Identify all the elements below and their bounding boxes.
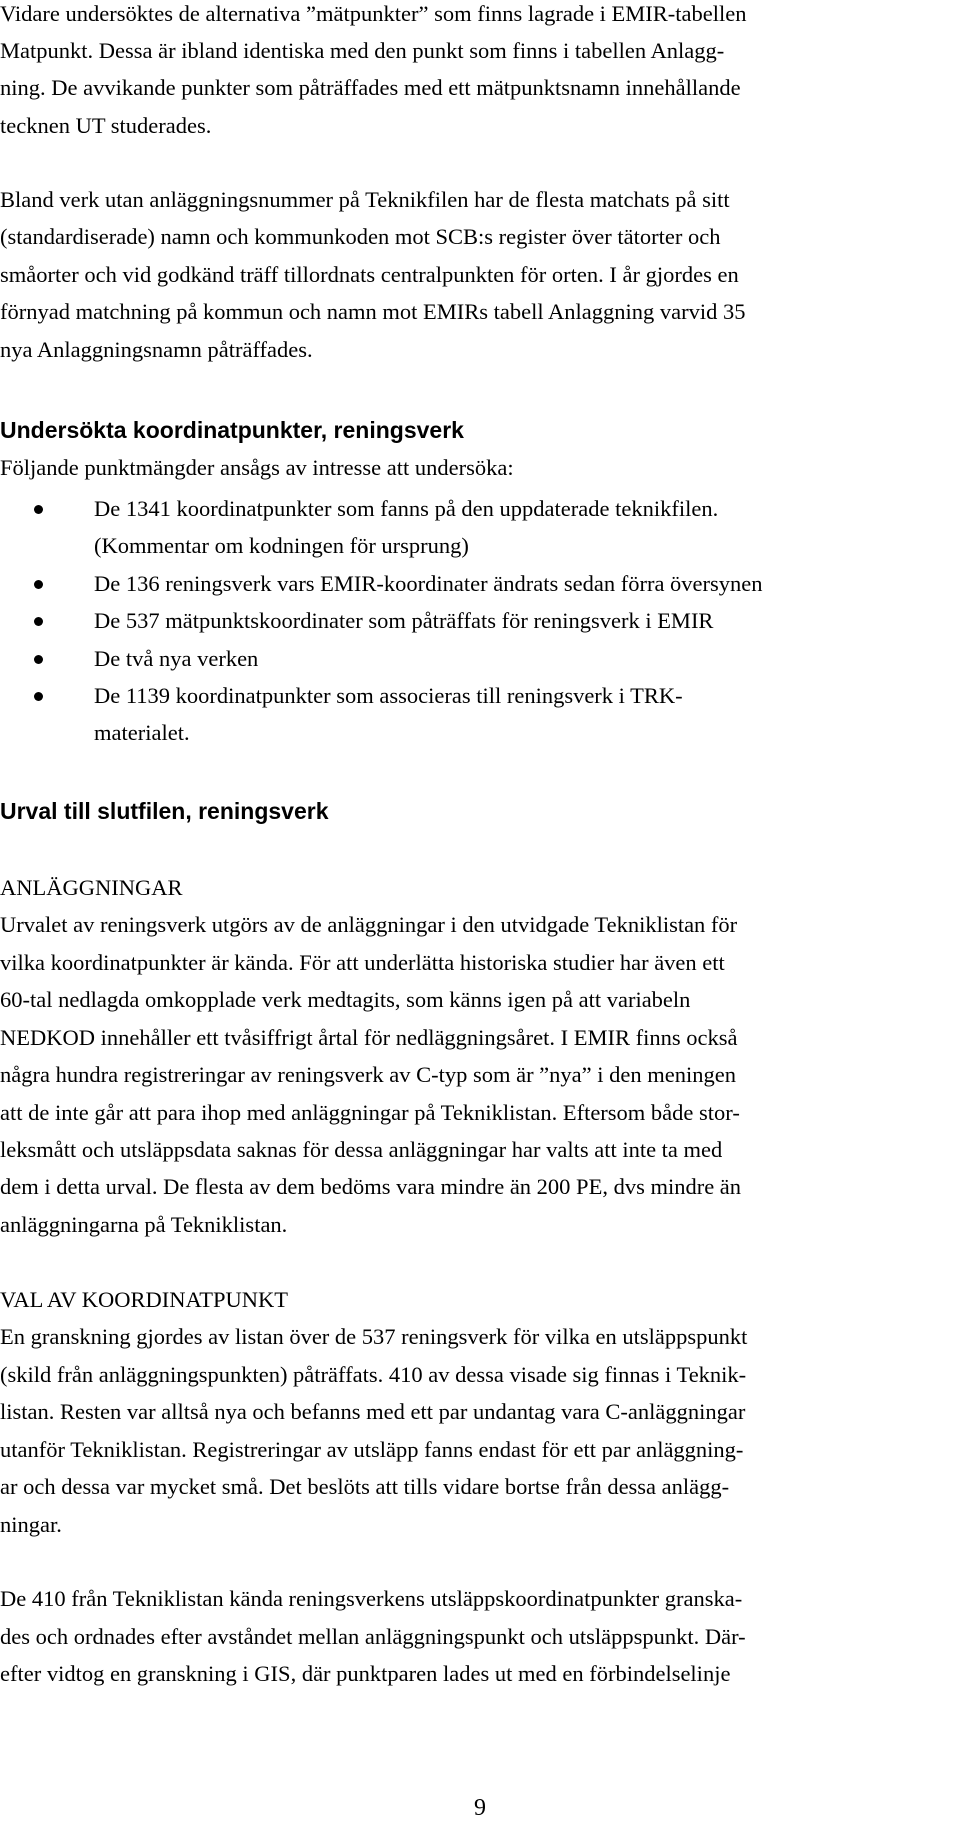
paragraph-line: utanför Tekniklistan. Registreringar av utsläpp fanns endast för ett par anläggning- <box>0 1437 744 1462</box>
subheading: VAL AV KOORDINATPUNKT <box>0 1287 288 1312</box>
paragraph-line: anläggningarna på Tekniklistan. <box>0 1212 288 1237</box>
paragraph-line: des och ordnades efter avståndet mellan anläggningspunkt och utsläppspunkt. Där- <box>0 1624 746 1649</box>
list-intro: Följande punktmängder ansågs av intresse att undersöka: <box>0 455 514 480</box>
paragraph-line: leksmått och utsläppsdata saknas för dessa anläggningar har valts att inte ta med <box>0 1137 723 1162</box>
paragraph-line: några hundra registreringar av reningsverk av C-typ som är ”nya” i den meningen <box>0 1062 736 1087</box>
list-item: De 1341 koordinatpunkter som fanns på den uppdaterade teknikfilen. <box>94 496 719 521</box>
list-item: (Kommentar om kodningen för ursprung) <box>94 533 469 558</box>
paragraph-line: En granskning gjordes av listan över de 537 reningsverk för vilka en utsläppspunkt <box>0 1324 748 1349</box>
paragraph-line: Urvalet av reningsverk utgörs av de anläggningar i den utvidgade Tekniklistan för <box>0 912 738 937</box>
list-item: De 1139 koordinatpunkter som associeras till reningsverk i TRK- <box>94 683 683 708</box>
paragraph-line: De 410 från Tekniklistan kända reningsverkens utsläppskoordinatpunkter granska- <box>0 1586 743 1611</box>
list-item: De 537 mätpunktskoordinater som påträffats för reningsverk i EMIR <box>94 608 714 633</box>
paragraph-line: (standardiserade) namn och kommunkoden mot SCB:s register över tätorter och <box>0 224 721 249</box>
bullet-icon <box>34 692 43 701</box>
paragraph-line: förnyad matchning på kommun och namn mot EMIRs tabell Anlaggning varvid 35 <box>0 299 746 324</box>
intro-line: ning. De avvikande punkter som påträffades med ett mätpunktsnamn innehållande <box>0 75 741 100</box>
bullet-icon <box>34 617 43 626</box>
paragraph-line: 60-tal nedlagda omkopplade verk medtagits, som känns igen på att variabeln <box>0 987 691 1012</box>
paragraph-line: efter vidtog en granskning i GIS, där punktparen lades ut med en förbindelselinje <box>0 1661 731 1686</box>
paragraph-line: nya Anlaggningsnamn påträffades. <box>0 337 313 362</box>
section-heading: Undersökta koordinatpunkter, reningsverk <box>0 417 464 443</box>
paragraph-line: vilka koordinatpunkter är kända. För att underlätta historiska studier har även ett <box>0 950 725 975</box>
intro-line: Vidare undersöktes de alternativa ”mätpunkter” som finns lagrade i EMIR-tabellen <box>0 1 747 26</box>
bullet-icon <box>34 655 43 664</box>
paragraph-line: ar och dessa var mycket små. Det beslöts att tills vidare bortse från dessa anlägg- <box>0 1474 730 1499</box>
paragraph-line: dem i detta urval. De flesta av dem bedöms vara mindre än 200 PE, dvs mindre än <box>0 1174 742 1199</box>
paragraph-line: listan. Resten var alltså nya och befanns med ett par undantag vara C-anläggningar <box>0 1399 746 1424</box>
list-item: materialet. <box>94 720 190 745</box>
subheading: ANLÄGGNINGAR <box>0 875 183 900</box>
paragraph-line: NEDKOD innehåller ett tvåsiffrigt årtal för nedläggningsåret. I EMIR finns också <box>0 1025 738 1050</box>
paragraph-line: småorter och vid godkänd träff tillordnats centralpunkten för orten. I år gjordes en <box>0 262 739 287</box>
intro-line: tecknen UT studerades. <box>0 113 212 138</box>
list-item: De 136 reningsverk vars EMIR-koordinater ändrats sedan förra översynen <box>94 571 763 596</box>
paragraph-line: att de inte går att para ihop med anläggningar på Tekniklistan. Eftersom både stor- <box>0 1100 740 1125</box>
paragraph-line: ningar. <box>0 1512 62 1537</box>
bullet-icon <box>34 505 43 514</box>
list-item: De två nya verken <box>94 646 259 671</box>
intro-line: Matpunkt. Dessa är ibland identiska med den punkt som finns i tabellen Anlagg- <box>0 38 725 63</box>
paragraph-line: (skild från anläggningspunkten) påträffats. 410 av dessa visade sig finnas i Teknik- <box>0 1362 747 1387</box>
paragraph-line: Bland verk utan anläggningsnummer på Teknikfilen har de flesta matchats på sitt <box>0 187 730 212</box>
page-number: 9 <box>474 1795 486 1821</box>
section-heading: Urval till slutfilen, reningsverk <box>0 798 329 824</box>
bullet-icon <box>34 580 43 589</box>
